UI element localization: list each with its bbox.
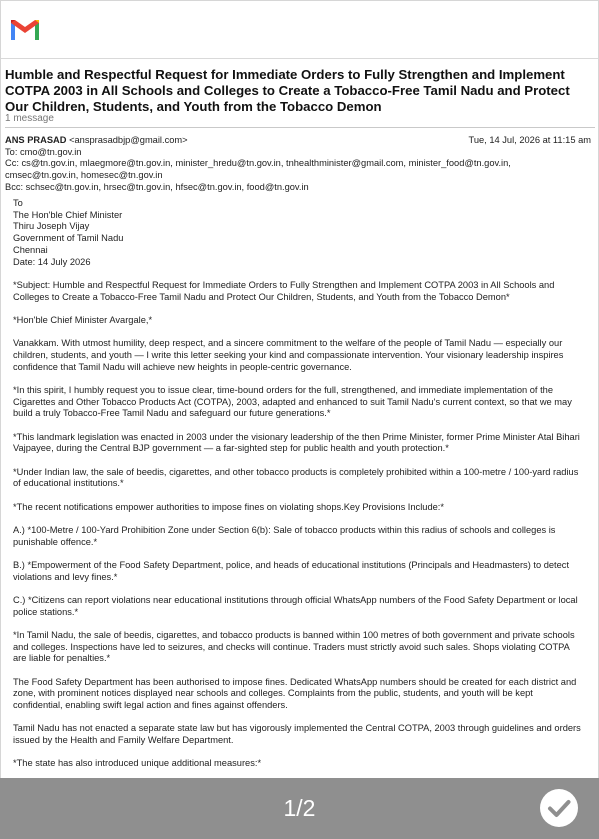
address-line: Chennai xyxy=(13,244,48,255)
address-line: Government of Tamil Nadu xyxy=(13,233,124,244)
header-divider xyxy=(1,58,598,59)
subject-divider xyxy=(5,127,595,128)
address-line: Thiru Joseph Vijay xyxy=(13,221,90,232)
gmail-logo-icon xyxy=(9,17,41,41)
body-paragraph: *The state has also introduced unique additional measures:* xyxy=(13,758,262,769)
address-line: Date: 14 July 2026 xyxy=(13,256,91,267)
cc-line-continued: cmsec@tn.gov.in, homesec@tn.gov.in xyxy=(5,170,163,181)
body-paragraph: B.) *Empowerment of the Food Safety Department, police, and heads of educational institutions (Principals and Headmasters) to detect violations and levy fines.* xyxy=(13,559,570,582)
page-indicator: 1/2 xyxy=(283,795,316,821)
body-paragraph: The Food Safety Department has been authorised to impose fines. Dedicated WhatsApp numbers should be created for each district and zone, with prominent notices displayed near schools and colleges. Complaints from the public, students, and youth will be kept confidential, enabling swift legal action and fines against offenders. xyxy=(13,676,577,710)
email-subject: Humble and Respectful Request for Immediate Orders to Fully Strengthen and Implement COTPA 2003 in All Schools and Colleges to Create a Tobacco-Free Tamil Nadu and Protect Our Children, Students, and Youth from the Tobacco Demon xyxy=(5,67,570,115)
body-paragraph: A.) *100-Metre / 100-Yard Prohibition Zone under Section 6(b): Sale of tobacco products within this radius of schools and colleges is punishable offence.* xyxy=(13,524,556,547)
body-paragraph: Tamil Nadu has not enacted a separate state law but has vigorously implemented the Central COTPA, 2003 through guidelines and orders issued by the Health and Family Welfare Department. xyxy=(13,723,581,745)
body-paragraph: *Subject: Humble and Respectful Request for Immediate Orders to Fully Strengthen and Implement COTPA 2003 in All Schools and Colleges to Create a Tobacco-Free Tamil Nadu and Protect Our Children, Students, and Youth from the Tobacco Demon* xyxy=(13,279,555,302)
sender-email[interactable]: <ansprasadbjp@gmail.com> xyxy=(69,135,188,145)
address-line: The Hon'ble Chief Minister xyxy=(13,209,123,220)
cc-line: Cc: cs@tn.gov.in, mlaegmore@tn.gov.in, minister_hredu@tn.gov.in, tnhealthminister@gmail.com, minister_food@tn.gov.in, xyxy=(5,158,511,169)
email-meta xyxy=(5,135,595,194)
body-paragraph: *In Tamil Nadu, the sale of beedis, cigarettes, and tobacco products is banned within 100 metres of both government and private schools and colleges. Inspections have led to seizures, and checks will continue. Traders must strictly avoid such sales. Shops violating COTPA are liable for penalties.* xyxy=(13,629,575,664)
address-line: To xyxy=(13,198,23,208)
email-body xyxy=(13,198,583,805)
checkmark-icon[interactable] xyxy=(540,789,578,827)
message-count: 1 message xyxy=(5,113,54,124)
body-paragraph: *This landmark legislation was enacted in 2003 under the visionary leadership of the then Prime Minister, former Prime Minister Atal Bihari Vajpayee, during the Central BJP government — a far-sighted step for public health and youth protection.* xyxy=(13,431,580,454)
body-paragraph: *In this spirit, I humbly request you to issue clear, time-bound orders for the full, strengthened, and immediate implementation of the Cigarettes and Other Tobacco Products Act (COTPA), 2003, adapted and enhanced to suit Tamil Nadu's current context, so that we may build a truly Tobacco-Free Tamil Nadu and safeguard our future generations.* xyxy=(13,384,572,419)
body-paragraph: *The recent notifications empower authorities to impose fines on violating shops.Key Provisions Include:* xyxy=(13,501,444,512)
body-paragraph: *Hon'ble Chief Minister Avargale,* xyxy=(13,314,153,325)
sender-name: ANS PRASAD xyxy=(5,135,67,145)
body-paragraph: Vanakkam. With utmost humility, deep respect, and a sincere commitment to the welfare of the people of Tamil Nadu — especially our children, students, and youth — I write this letter seeking your kind and compassionate intervention. Your visionary leadership inspires confidence that Tamil Nadu will achieve new heights in people-centric governance. xyxy=(13,338,564,372)
body-paragraph: C.) *Citizens can report violations near educational institutions through official WhatsApp numbers of the Food Safety Department or local police stations.* xyxy=(13,594,578,617)
bcc-line: Bcc: schsec@tn.gov.in, hrsec@tn.gov.in, hfsec@tn.gov.in, food@tn.gov.in xyxy=(5,181,309,192)
page-navigation-bar xyxy=(0,778,599,839)
to-line: To: cmo@tn.gov.in xyxy=(5,146,82,157)
body-paragraph: *Under Indian law, the sale of beedis, cigarettes, and other tobacco products is completely prohibited within a 100-metre / 100-yard radius of educational institutions.* xyxy=(13,466,579,489)
recipient-address xyxy=(13,198,583,268)
email-date: Tue, 14 Jul, 2026 at 11:15 am xyxy=(468,135,591,145)
